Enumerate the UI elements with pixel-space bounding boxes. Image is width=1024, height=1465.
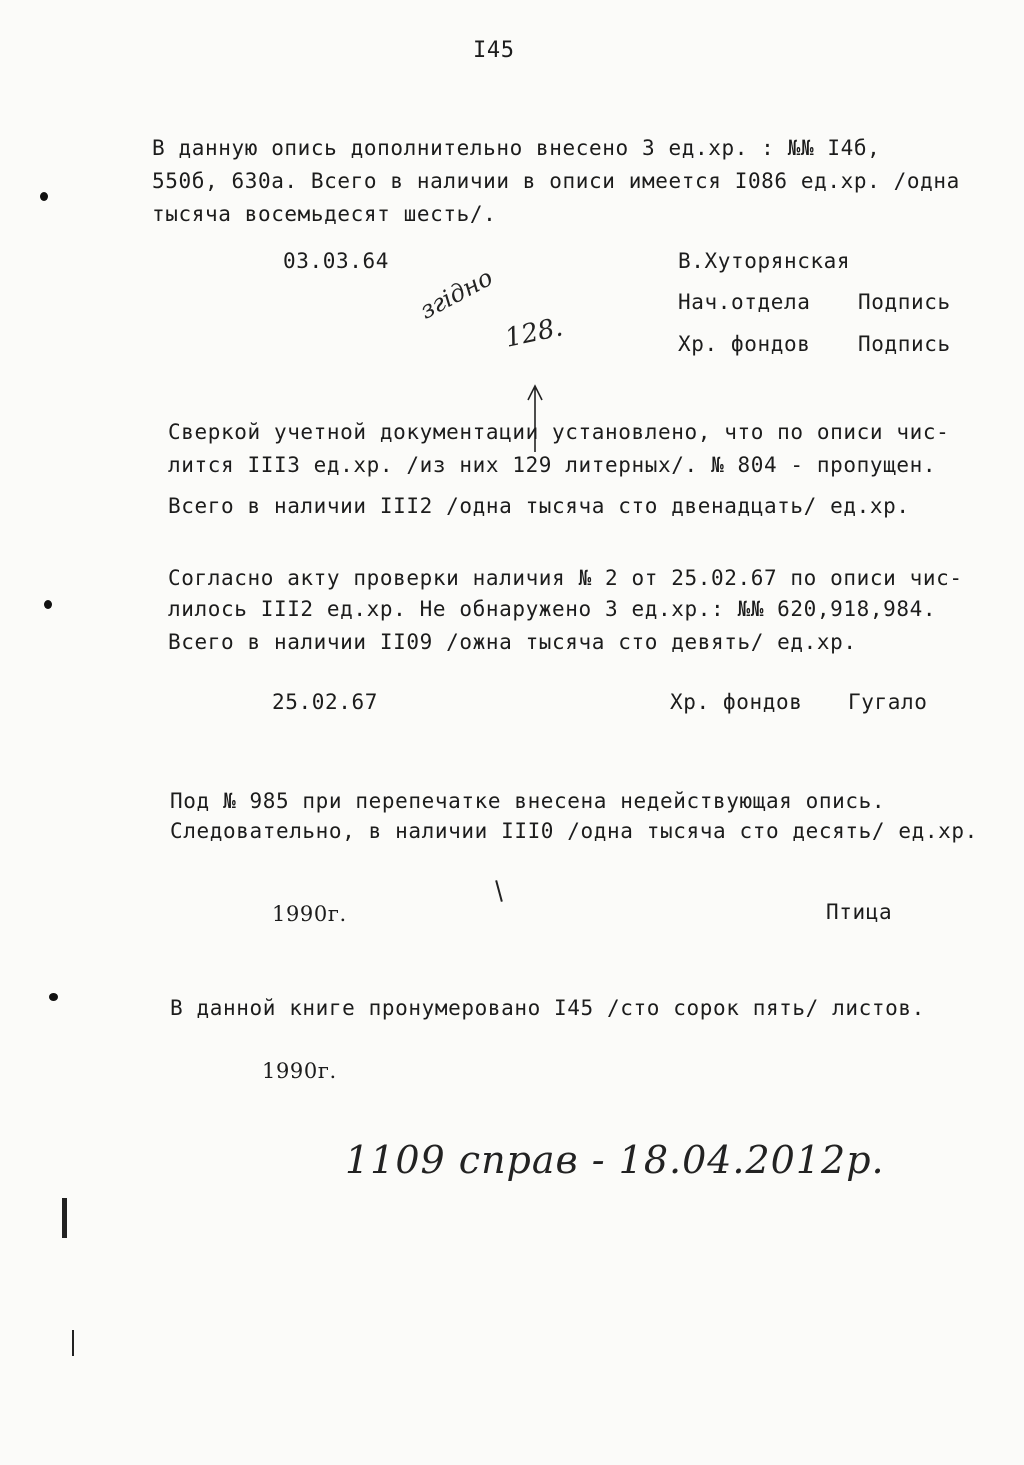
- section1-signer-name: В.Хуторянская: [678, 249, 851, 273]
- section2-line-3: Всего в наличии III2 /одна тысяча сто двенадцать/ ед.хр.: [168, 494, 910, 518]
- section1-line-3: тысяча восемьдесят шесть/.: [152, 202, 497, 226]
- section4-date: 1990г.: [272, 902, 347, 926]
- section4-name: Птица: [826, 900, 893, 924]
- handwritten-note: згідно: [415, 263, 498, 325]
- section1-line-2: 550б, 630а. Всего в наличии в описи имеется I086 ед.хр. /одна: [152, 169, 960, 193]
- section5-date: 1990г.: [262, 1059, 337, 1083]
- section2-line-2: лится III3 ед.хр. /из них 129 литерных/. № 804 - пропущен.: [168, 453, 937, 477]
- section3-date: 25.02.67: [272, 690, 378, 714]
- section3-role: Хр. фондов: [670, 690, 803, 714]
- binding-mark: [62, 1198, 67, 1238]
- section5-line: В данной книге пронумеровано I45 /сто сорок пять/ листов.: [170, 996, 925, 1020]
- section1-role-2: Хр. фондов: [678, 332, 811, 356]
- handwritten-number: 128.: [502, 312, 566, 354]
- page-number: I45: [473, 38, 515, 63]
- binding-mark: [72, 1330, 74, 1356]
- section2-line-1: Сверкой учетной документации установлено, что по описи чис-: [168, 420, 950, 444]
- section3-line-1: Согласно акту проверки наличия № 2 от 25.02.67 по описи чис-: [168, 566, 963, 590]
- section4-line-1: Под № 985 при перепечатке внесена недействующая опись.: [170, 789, 886, 813]
- section1-signature-2: Подпись: [858, 332, 951, 356]
- section3-line-3: Всего в наличии II09 /ожна тысяча сто девять/ ед.хр.: [168, 630, 857, 654]
- section1-role-1: Нач.отдела: [678, 290, 811, 314]
- punch-hole-mark: [44, 600, 52, 609]
- section4-line-2: Следовательно, в наличии III0 /одна тысяча сто десять/ ед.хр.: [170, 819, 978, 843]
- section1-line-1: В данную опись дополнительно внесено 3 ед.хр. : №№ I4б,: [152, 136, 881, 160]
- stray-mark: [495, 880, 503, 902]
- section1-date: 03.03.64: [283, 249, 389, 273]
- handwritten-final-note: 1109 справ - 18.04.2012р.: [345, 1138, 885, 1182]
- punch-hole-mark: [49, 993, 58, 1001]
- punch-hole-mark: [40, 192, 48, 201]
- section1-signature-1: Подпись: [858, 290, 951, 314]
- section3-line-2: лилось III2 ед.хр. Не обнаружено 3 ед.хр.: №№ 620,918,984.: [168, 597, 937, 621]
- section3-name: Гугало: [848, 690, 928, 714]
